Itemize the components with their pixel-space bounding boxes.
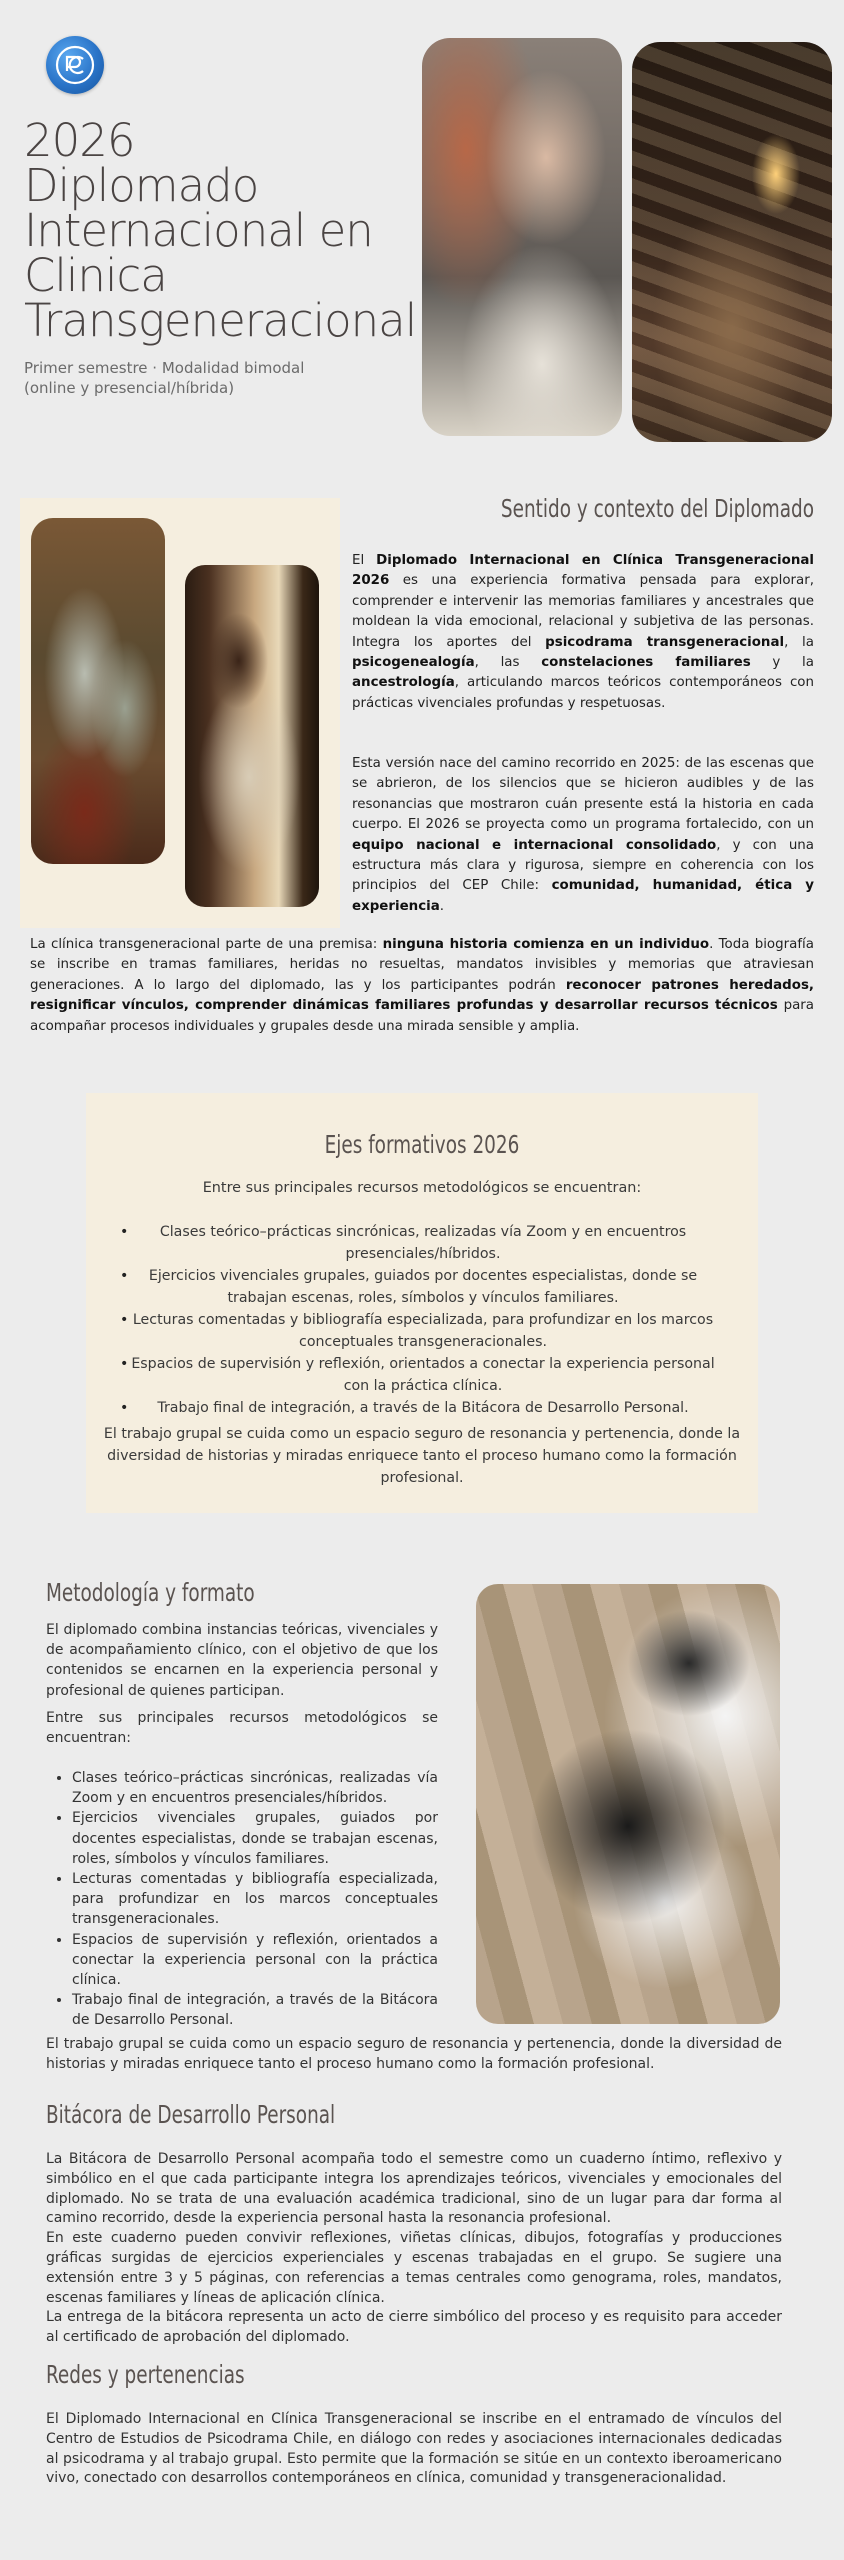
list-item: • Clases teórico–prácticas sincrónicas, realizadas vía Zoom y en encuentros presenciales/híbridos. — [72, 1768, 438, 1808]
emphasis-text: equipo nacional e internacional consolidado — [352, 837, 717, 853]
bitacora-body — [46, 2150, 782, 2348]
photo-two-women — [422, 38, 622, 436]
text-run: , las — [474, 655, 542, 671]
photo-woman-at-laptop — [476, 1584, 780, 2024]
text-run: . — [439, 898, 445, 914]
logo-mark — [53, 43, 97, 87]
title-line: Diplomado — [24, 159, 259, 212]
text-run: Esta versión nace del camino recorrido en 2025: de las escenas que se abrieron, de los silencios que se hicieron audibles y de las resonancias que mostraron cuán presente está la historia en cada cuerpo. El 2026 se proyecta como un programa fortalecido, con un — [352, 756, 814, 833]
title-line: Transgeneracional — [24, 294, 417, 347]
text-run: El — [352, 553, 377, 568]
emphasis-text: ninguna historia comienza en un individuo — [382, 937, 710, 952]
photo-ghostly-figures — [31, 518, 165, 864]
metodologia-paragraph: Entre sus principales recursos metodológicos se encuentran: — [46, 1710, 438, 1747]
title-line: Clinica — [24, 249, 167, 302]
text-run: La clínica transgeneracional parte de una premisa: — [30, 937, 383, 952]
text-run: y la — [750, 655, 814, 671]
list-item: • Espacios de supervisión y reflexión, orientados a conectar la experiencia personal con la práctica clínica. — [72, 1930, 438, 1991]
ejes-list — [128, 1221, 718, 1419]
ejes-outro: El trabajo grupal se cuida como un espacio seguro de resonancia y pertenencia, donde la diversidad de historias y miradas enriquece tanto el proceso humano como la formación profesional. — [103, 1426, 741, 1486]
text-run: . Toda biografía se inscribe en tramas familiares, heridas no resueltas, mandatos invisibles y memorias que atraviesan generaciones. A lo largo del diplomado, las y los participantes podrán — [30, 937, 814, 993]
redes-heading: Redes y pertenencias — [46, 2360, 245, 2389]
metodologia-paragraph: El diplomado combina instancias teóricas, vivenciales y de acompañamiento clínico, con el objetivo de que los contenidos se encarnen en la experiencia personal y profesional de quienes participan. — [46, 1622, 438, 1699]
page-subtitle — [24, 358, 384, 398]
bitacora-paragraph: La entrega de la bitácora representa un acto de cierre simbólico del proceso y es requisito para acceder al certificado de aprobación del diplomado. — [46, 2309, 782, 2346]
text-run: para acompañar procesos individuales y grupales desde una mirada sensible y amplia. — [30, 998, 814, 1034]
subtitle-line: Primer semestre · Modalidad bimodal — [24, 359, 305, 377]
bitacora-paragraph: En este cuaderno pueden convivir reflexiones, viñetas clínicas, dibujos, fotografías y producciones gráficas surgidas de ejercicios experienciales y escenas trabajadas en el grupo. Se sugiere una extensión entre 3 y 5 páginas, con referencias a temas centrales como genograma, roles, mandatos, escenas familiares y líneas de aplicación clínica. — [46, 2230, 782, 2306]
emphasis-text: Diplomado Internacional en Clínica Transgeneracional 2026 — [352, 553, 814, 589]
list-item: • Espacios de supervisión y reflexión, orientados a conectar la experiencia personal con la práctica clínica. — [128, 1353, 718, 1397]
bitacora-heading: Bitácora de Desarrollo Personal — [46, 2100, 336, 2129]
metodologia-heading: Metodología y formato — [46, 1578, 255, 1607]
text-run: , y con una estructura más clara y rigurosa, siempre en coherencia con los principios del CEP Chile: — [352, 837, 814, 894]
metodologia-outro: El trabajo grupal se cuida como un espacio seguro de resonancia y pertenencia, donde la diversidad de historias y miradas enriquece tanto el proceso humano como la formación profesional. — [46, 2036, 782, 2073]
list-item: • Lecturas comentadas y bibliografía especializada, para profundizar en los marcos conceptuales transgeneracionales. — [72, 1869, 438, 1930]
title-line: Internacional en — [24, 204, 373, 257]
photo-girl-at-window — [185, 565, 319, 907]
subtitle-line: (online y presencial/híbrida) — [24, 379, 235, 397]
sentido-paragraph — [352, 551, 814, 714]
list-item: • Ejercicios vivenciales grupales, guiados por docentes especialistas, donde se trabajan escenas, roles, símbolos y vínculos familiares. — [128, 1265, 718, 1309]
ejes-intro: Entre sus principales recursos metodológicos se encuentran: — [202, 1180, 642, 1196]
list-item: • Trabajo final de integración, a través de la Bitácora de Desarrollo Personal. — [72, 1990, 438, 2030]
text-run: , la — [784, 634, 814, 650]
photo-old-photographs — [632, 42, 832, 442]
list-item: • Trabajo final de integración, a través de la Bitácora de Desarrollo Personal. — [128, 1397, 718, 1419]
emphasis-text: reconocer patrones heredados, resignificar vínculos, comprender dinámicas familiares profundas y desarrollar recursos técnicos — [30, 977, 814, 1014]
ejes-heading: Ejes formativos 2026 — [324, 1130, 520, 1159]
metodologia-list — [72, 1768, 438, 2031]
redes-paragraph: El Diplomado Internacional en Clínica Transgeneracional se inscribe en el entramado de vínculos del Centro de Estudios de Psicodrama Chile, en diálogo con redes y asociaciones internacionales dedicadas al psicodrama y al trabajo grupal. Esto permite que la formación se sitúe en un contexto iberoamericano vivo, conectado con desarrollos contemporáneos en clínica, comunidad y transgeneracionalidad. — [46, 2411, 782, 2487]
emphasis-text: psicogenealogía — [352, 655, 475, 671]
title-line: 2026 — [24, 114, 135, 167]
emphasis-text: constelaciones familiares — [541, 655, 751, 671]
emphasis-text: psicodrama transgeneracional — [545, 634, 785, 650]
cep-logo-icon — [46, 36, 104, 94]
sentido-paragraph — [30, 935, 814, 1037]
text-run: es una experiencia formativa pensada para explorar, comprender e intervenir las memorias familiares y ancestrales que moldean la vida emocional, relacional y subjetiva de las personas. Integra los aportes del — [352, 573, 814, 650]
list-item: • Ejercicios vivenciales grupales, guiados por docentes especialistas, donde se trabajan escenas, roles, símbolos y vínculos familiares. — [72, 1808, 438, 1869]
text-run: , articulando marcos teóricos contemporáneos con prácticas vivenciales profundas y respetuosas. — [352, 675, 814, 711]
sentido-heading: Sentido y contexto del Diplomado — [500, 494, 814, 523]
bitacora-paragraph: La Bitácora de Desarrollo Personal acompaña todo el semestre como un cuaderno íntimo, reflexivo y simbólico en el que cada participante integra los aprendizajes teóricos, vivenciales y emocionales del diplomado. No se trata de una evaluación académica tradicional, sino de un lugar para dar forma al camino recorrido, desde la experiencia personal hasta la resonancia profesional. — [46, 2151, 782, 2227]
emphasis-text: comunidad, humanidad, ética y experiencia — [352, 878, 814, 914]
list-item: • Clases teórico–prácticas sincrónicas, realizadas vía Zoom y en encuentros presenciales/híbridos. — [128, 1221, 718, 1265]
emphasis-text: ancestrología — [352, 675, 455, 691]
list-item: • Lecturas comentadas y bibliografía especializada, para profundizar en los marcos conceptuales transgeneracionales. — [128, 1309, 718, 1353]
page-title — [24, 114, 424, 347]
sentido-paragraph — [352, 754, 814, 917]
